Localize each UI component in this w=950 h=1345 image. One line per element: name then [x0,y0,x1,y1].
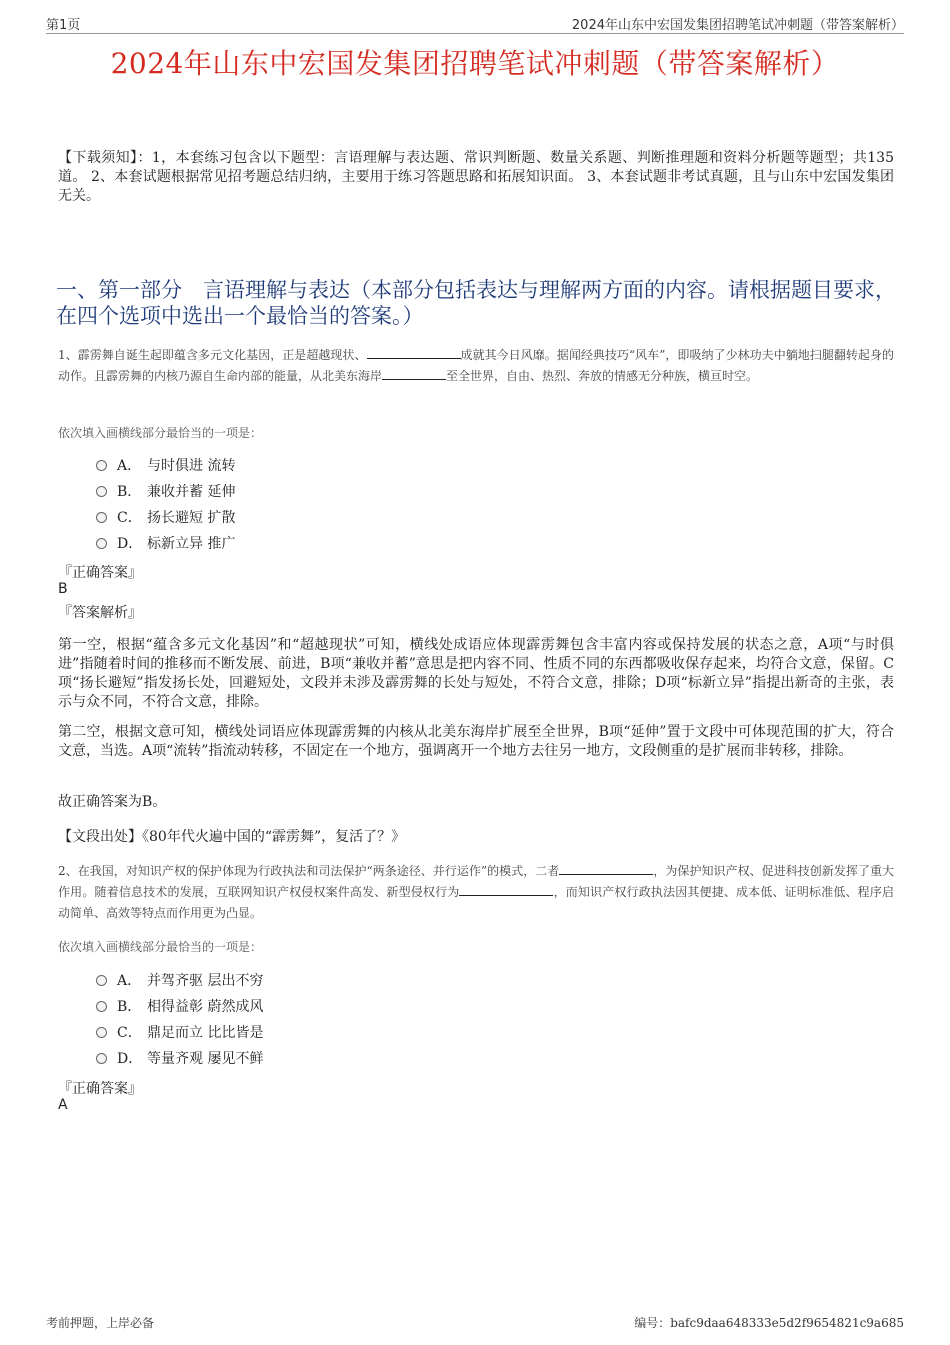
question-2-answer: A [58,1097,68,1113]
radio-icon[interactable] [96,1027,107,1038]
question-1-option-a[interactable]: A． 与时俱进 流转 [96,456,235,476]
radio-icon[interactable] [96,538,107,549]
header-divider [46,33,904,34]
question-2-stem-part2: ，为保护知识产权、促进科技创新发挥了重大作用。随着信息技术的发展，互联网知识产权侵权案件高发、新型侵权行为 [58,864,894,899]
radio-icon[interactable] [96,486,107,497]
footer-doc-id: 编号：bafc9daa648333e5d2f9654821c9a685 [634,1316,904,1330]
question-1-analysis-1: 第一空，根据“蕴含多元文化基因”和“超越现状”可知，横线处成语应体现霹雳舞包含丰富内容或保持发展的状态之意，A项“与时俱进”指随着时间的推移而不断发展、前进，B项“兼收并蓄”意思是把内容不同、性质不同的东西都吸收保存起来，均符合文意，保留。C项“扬长避短”指发扬长处，回避短处，文段并未涉及霹雳舞的长处与短处，不符合文意，排除；D项“标新立异”指提出新奇的主张，表示与众不同，不符合文意，排除。 [58,637,894,710]
question-1-analysis-2: 第二空，根据文意可知，横线处词语应体现霹雳舞的内核从北美东海岸扩展至全世界，B项“延伸”置于文段中可体现范围的扩大，符合文意，当选。A项“流转”指流动转移，不固定在一个地方，强调离开一个地方去往另一地方，文段侧重的是扩展而非转移，排除。 [58,724,894,759]
question-1-stem-part1: 1、霹雳舞自诞生起即蕴含多元文化基因，正是超越现状、 [58,348,367,362]
question-2-stem-part1: 2、在我国，对知识产权的保护体现为行政执法和司法保护“两条途径、并行运作”的模式，二者 [58,864,560,878]
radio-icon[interactable] [96,512,107,523]
question-1-stem-part2: 成就其今日风靡。据闻经典技巧“风车”，即吸纳了少林功夫中躺地扫腿翻转起身的动作。且霹雳舞的内核乃源自生命内部的能量，从北美东海岸 [58,348,894,383]
question-1-option-c[interactable]: C． 扬长避短 扩散 [96,508,235,528]
document-title: 2024年山东中宏国发集团招聘笔试冲刺题（带答案解析） [110,47,840,80]
radio-icon[interactable] [96,975,107,986]
question-2-option-b[interactable]: B． 相得益彰 蔚然成风 [96,997,263,1017]
question-1-source: 【文段出处】《80年代火遍中国的“霹雳舞”，复活了？》 [58,829,406,845]
question-2-stem-part3: ，而知识产权行政执法因其便捷、成本低、证明标准低、程序启动简单、高效等特点而作用更为凸显。 [58,885,894,920]
question-2-stem [58,861,894,924]
question-2-option-a[interactable]: A． 并驾齐驱 层出不穷 [96,971,263,991]
question-2-instruction: 依次填入画横线部分最恰当的一项是： [58,940,263,954]
question-1-analysis-label: 『答案解析』 [58,605,142,621]
question-1-analysis-3: 故正确答案为B。 [58,794,167,810]
question-1-option-d[interactable]: D． 标新立异 推广 [96,534,235,554]
question-1-blank-1 [367,346,461,359]
question-1-option-b[interactable]: B． 兼收并蓄 延伸 [96,482,235,502]
section-heading: 一、第一部分 言语理解与表达（本部分包括表达与理解两方面的内容。请根据题目要求，在四个选项中选出一个最恰当的答案。） [56,278,896,328]
question-2-blank-1 [559,862,653,875]
question-1-stem-part3: 至全世界，自由、热烈、奔放的情感无分种族，横亘时空。 [446,369,759,383]
radio-icon[interactable] [96,460,107,471]
question-1-answer: B [58,581,68,597]
page-number: 第1页 [46,18,81,33]
question-1-answer-label: 『正确答案』 [58,565,142,581]
question-2-option-d[interactable]: D． 等量齐观 屡见不鲜 [96,1049,263,1069]
footer-slogan: 考前押题，上岸必备 [46,1316,155,1330]
radio-icon[interactable] [96,1001,107,1012]
question-1-blank-2 [382,367,446,380]
question-1-stem [58,345,894,387]
download-notice: 【下载须知】：1，本套练习包含以下题型：言语理解与表达题、常识判断题、数量关系题、判断推理题和资料分析题等题型；共135道。 2、本套试题根据常见招考题总结归纳，主要用于练习答题思路和拓展知识面。 3、本套试题非考试真题，且与山东中宏国发集团无关。 [58,150,894,204]
header-doc-title: 2024年山东中宏国发集团招聘笔试冲刺题（带答案解析） [571,18,904,33]
radio-icon[interactable] [96,1053,107,1064]
question-2-blank-2 [459,883,553,896]
question-2-option-c[interactable]: C． 鼎足而立 比比皆是 [96,1023,263,1043]
question-2-answer-label: 『正确答案』 [58,1081,142,1097]
question-1-instruction: 依次填入画横线部分最恰当的一项是： [58,426,263,440]
